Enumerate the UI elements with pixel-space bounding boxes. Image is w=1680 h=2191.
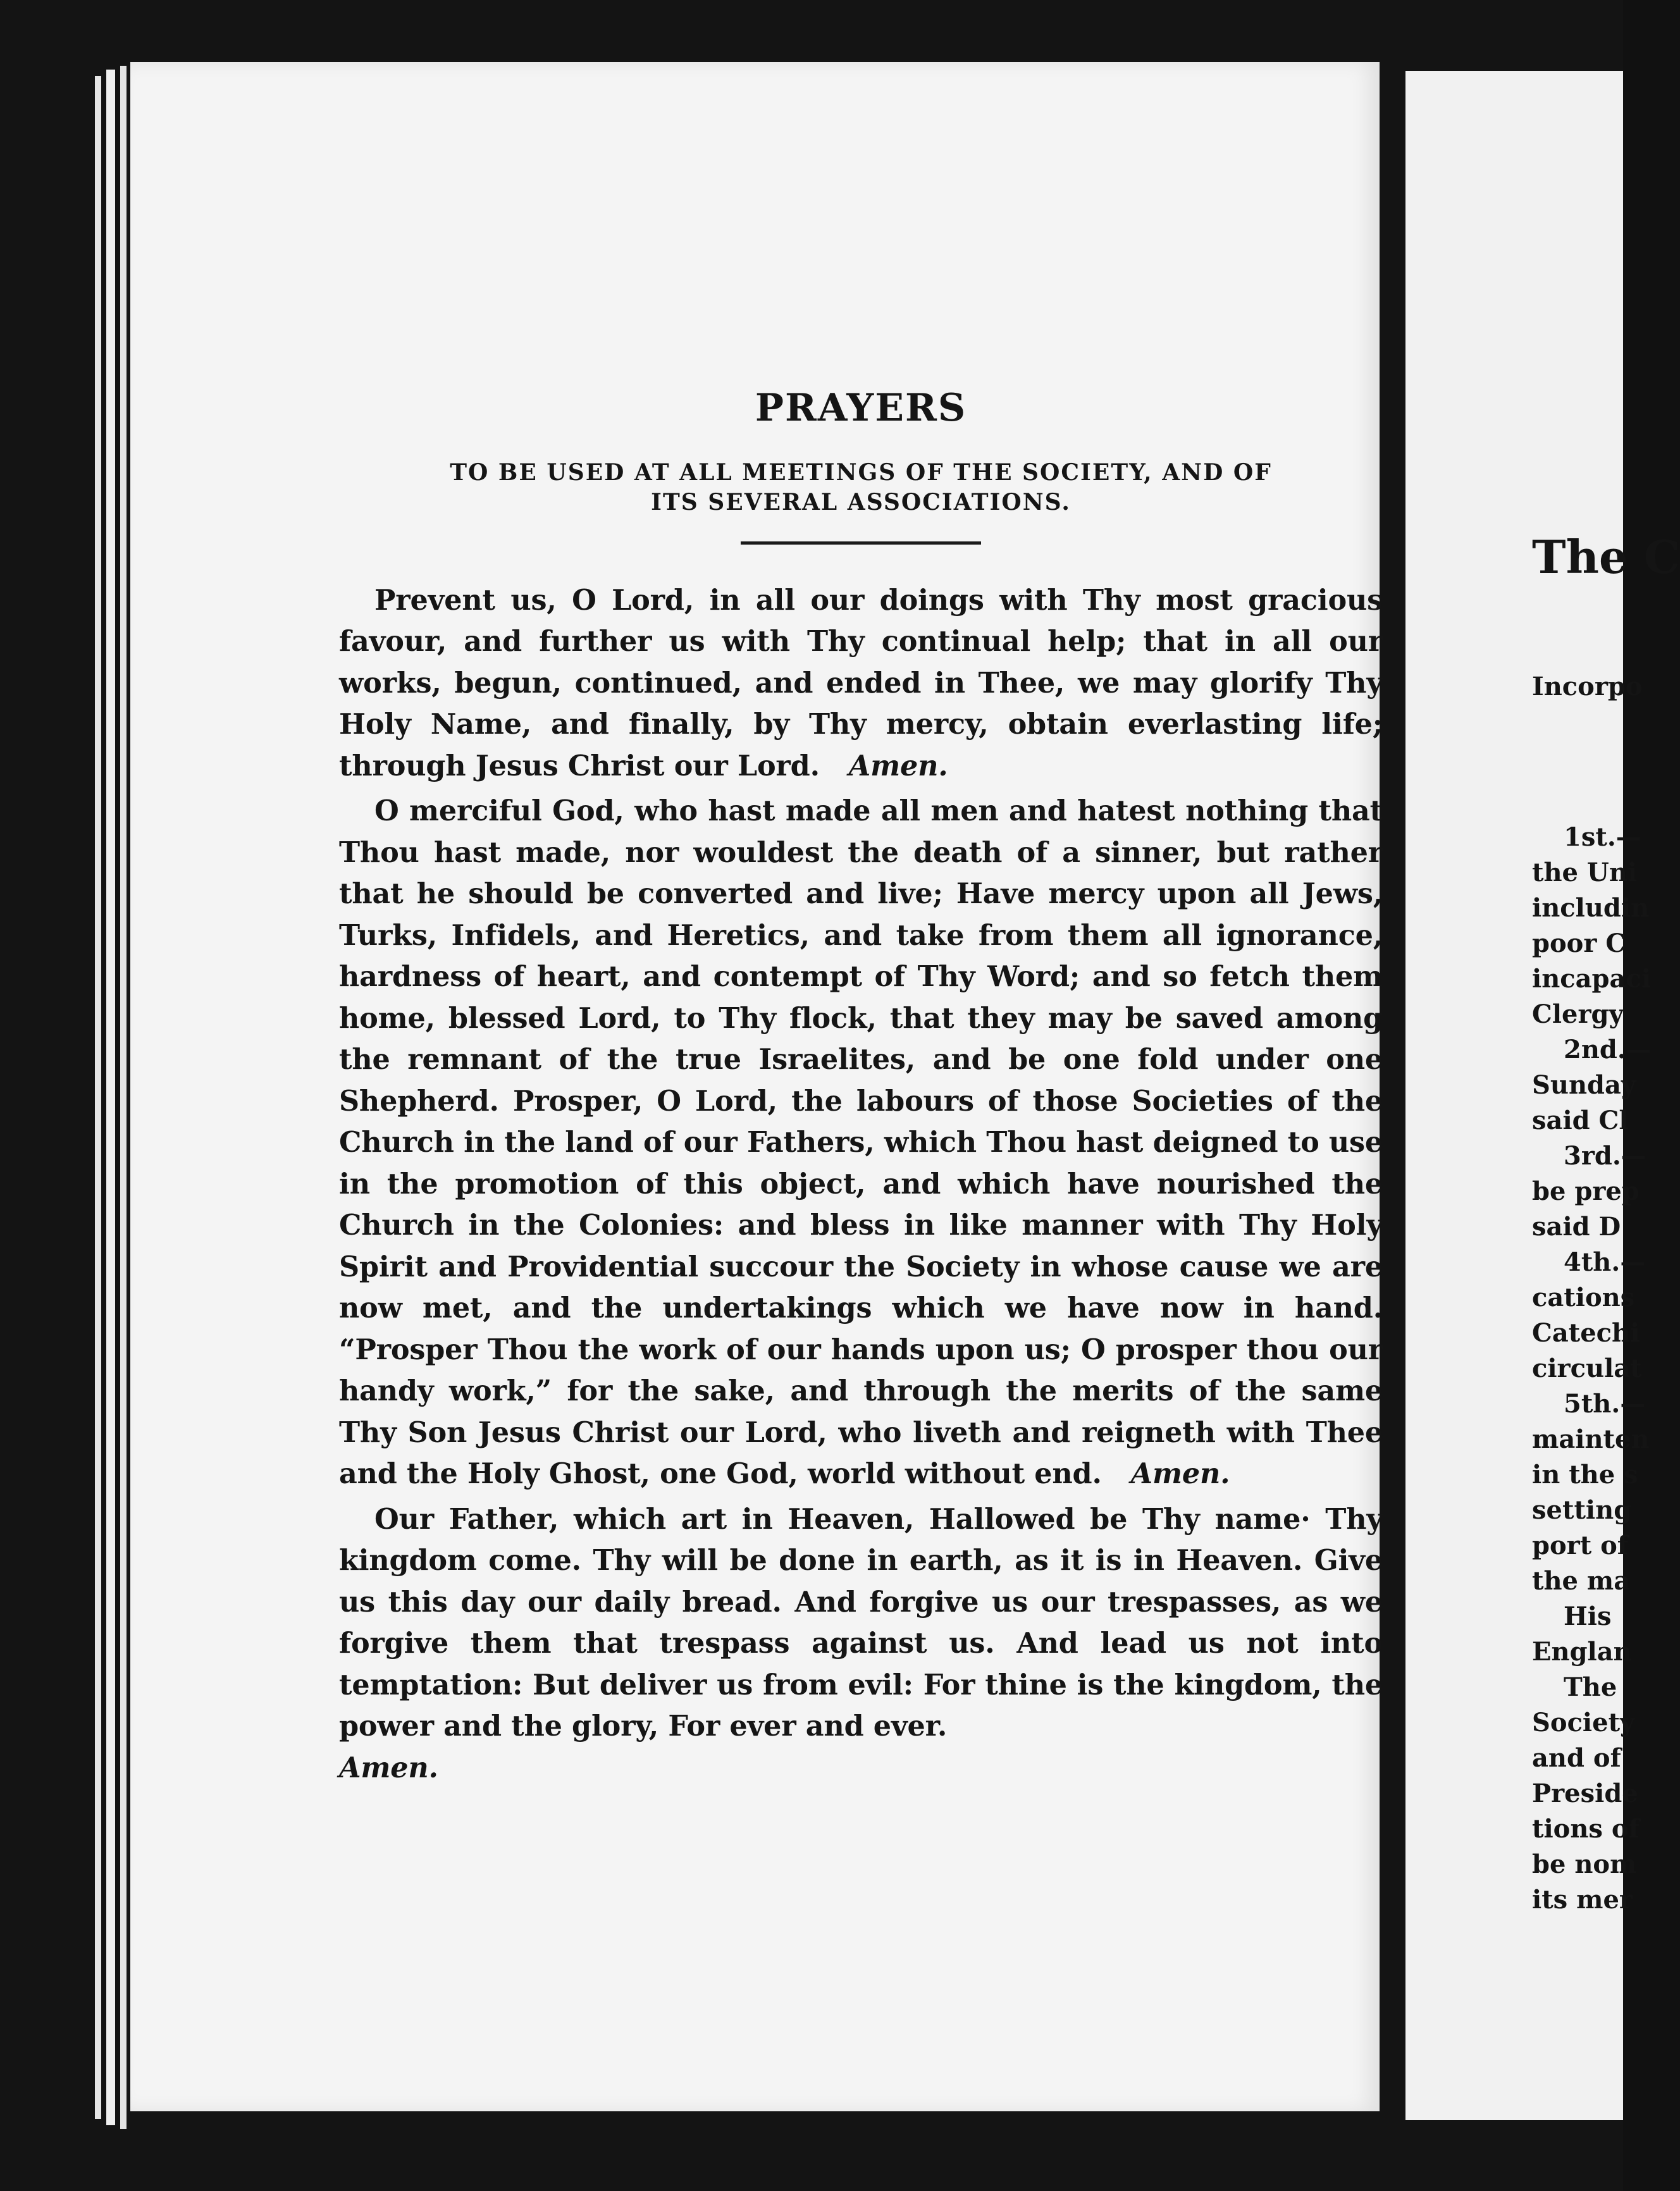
right-page-line: port of [1532, 1531, 1629, 1560]
prayer-paragraph [339, 580, 1383, 787]
page-edge [95, 76, 101, 2119]
subtitle-line: TO BE USED AT ALL MEETINGS OF THE SOCIETY, AND OF [450, 459, 1272, 486]
right-page-line: in the s [1532, 1460, 1638, 1490]
subtitle-line: ITS SEVERAL ASSOCIATIONS. [651, 488, 1071, 515]
right-page-line: The [1564, 1672, 1617, 1702]
page-title: PRAYERS [755, 386, 967, 430]
right-page-line: 2nd.— [1564, 1035, 1652, 1065]
right-page-line: cations [1532, 1283, 1635, 1312]
right-page-line: includin [1532, 893, 1650, 923]
right-page-line: be nom [1532, 1849, 1637, 1879]
right-page-line: Englan [1532, 1637, 1632, 1667]
right-page-line: Sunday [1532, 1070, 1636, 1100]
page-edge [106, 70, 115, 2125]
prayer-paragraph [339, 791, 1383, 1495]
right-page-line: its mer [1532, 1885, 1633, 1915]
right-page-line: Incorpo [1532, 672, 1643, 701]
right-page-line: 3rd.— [1564, 1141, 1646, 1171]
right-page-line: circulat [1532, 1354, 1642, 1383]
right-page-line: 1st.— [1564, 822, 1641, 852]
prayer-text: O merciful God, who hast made all men and hatest nothing that Thou hast made, nor wouldest the death of a sinner, but rather that he should be converted and live; Have mercy upon all Jews, Turks, Infidels, and Heretics, and take from them all ignorance, hardness of heart, and contempt of Thy Word; and so fetch them home, blessed Lord, to Thy flock, that they may be saved among the remnant of the true Israelites, and be one fold under one Shepherd. Prosper, O Lord, the labours of those Societies of the Church in the land of our Fathers, which Thou hast deigned to use in the promotion of this object, and which have nourished the Church in the Colonies: and bless in like manner with Thy Holy Spirit and Providential succour the Society in whose cause we are now met, and the undertakings which we have now in hand. “Prosper Thou the work of our hands upon us; O prosper thou our handy work,” for the sake, and through the merits of the same Thy Son Jesus Christ our Lord, who liveth and reigneth with Thee and the Holy Ghost, one God, world without end. [339, 794, 1383, 1491]
page-subtitle [339, 458, 1383, 517]
right-page-line: said Cl [1532, 1106, 1629, 1135]
page-content [339, 387, 1383, 1793]
right-page-line: said D [1532, 1212, 1621, 1242]
right-page-line: His [1564, 1602, 1612, 1631]
right-page-line: tions of [1532, 1814, 1640, 1844]
right-page-line: Clergy [1532, 999, 1624, 1029]
right-page-line: the Uni [1532, 858, 1638, 887]
right-page-line: setting [1532, 1495, 1632, 1525]
right-page [1405, 71, 1680, 2120]
divider-rule [741, 541, 981, 545]
right-page-line: and of [1532, 1743, 1621, 1773]
amen-text: Amen. [1130, 1457, 1230, 1491]
right-page-line: Catechi [1532, 1318, 1640, 1348]
right-page-line: 5th.— [1564, 1389, 1646, 1419]
right-page-line: poor C [1532, 929, 1626, 958]
right-page-line: Preside [1532, 1779, 1638, 1808]
right-page-line: incapaci [1532, 964, 1651, 994]
right-page-line: Society [1532, 1708, 1635, 1737]
amen-text: Amen. [848, 749, 948, 782]
right-page-line: mainten [1532, 1424, 1650, 1454]
amen-text: Amen. [339, 1751, 438, 1784]
left-page [130, 62, 1383, 2111]
prayer-text: Our Father, which art in Heaven, Hallowed be Thy name· Thy kingdom come. Thy will be done in earth, as it is in Heaven. Give us this day our daily bread. And forgive us our trespasses, as we forgive them that trespass against us. And lead us not into temptation: But deliver us from evil: For thine is the kingdom, the power and the glory, For ever and ever. [339, 1502, 1383, 1743]
right-page-line: the ma [1532, 1566, 1631, 1596]
right-page-heading: The C [1532, 530, 1680, 584]
prayer-paragraph [339, 1499, 1383, 1789]
right-page-line: be prep [1532, 1176, 1640, 1206]
right-page-line: 4th.— [1564, 1247, 1646, 1277]
page-edge [120, 66, 127, 2129]
prayer-text: Prevent us, O Lord, in all our doings with Thy most gracious favour, and further us with Thy continual help; that in all our works, begun, continued, and ended in Thee, we may glorify Thy Holy Name, and finally, by Thy mercy, obtain everlasting life; through Jesus Christ our Lord. [339, 583, 1383, 782]
